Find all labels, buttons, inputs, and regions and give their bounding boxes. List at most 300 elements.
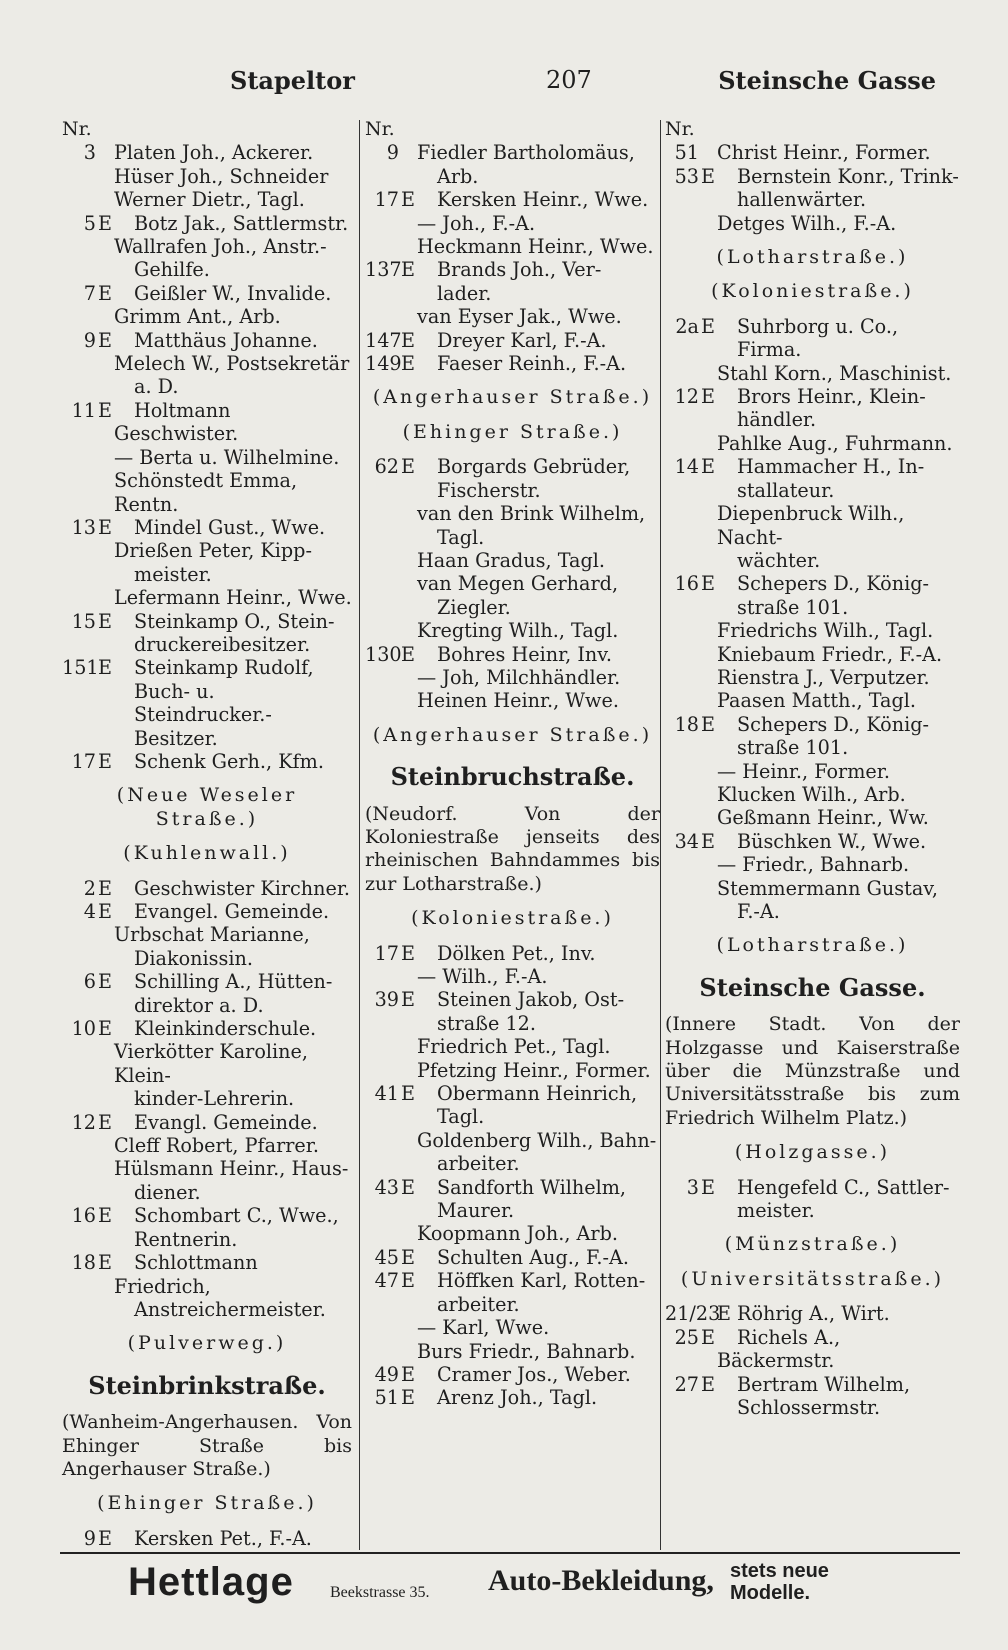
list-item xyxy=(365,942,660,965)
text-fragment: Botz Jak., Sattlermstr. xyxy=(134,211,349,235)
text-fragment: Steinkamp O., Stein- xyxy=(134,609,335,633)
text-fragment: 51 xyxy=(674,141,699,165)
text-fragment: — Friedr., Bahnarb. xyxy=(717,853,910,877)
list-item xyxy=(62,1111,352,1134)
text-fragment: 3 xyxy=(83,141,96,165)
street-heading: Steinbruchstraße. xyxy=(390,762,635,792)
text-fragment: Cramer Jos., Weber. xyxy=(437,1362,631,1386)
list-item xyxy=(365,212,660,235)
text-fragment: E xyxy=(98,211,113,235)
list-item-continuation: meister. xyxy=(134,562,212,586)
cross-street: (Pulverweg.) xyxy=(127,1332,287,1355)
list-item xyxy=(365,619,660,642)
text-fragment: E xyxy=(701,164,716,188)
text-fragment: Hülsmann Heinr., Haus- xyxy=(114,1157,349,1181)
text-fragment: — Joh, Milchhändler. xyxy=(417,665,621,689)
ad-product: Auto-Bekleidung, xyxy=(488,1564,714,1597)
footer-divider xyxy=(60,1552,960,1554)
text-fragment: — Joh., F.-A. xyxy=(417,211,536,235)
text-fragment: Bertram Wilhelm, xyxy=(737,1372,911,1396)
list-item xyxy=(62,516,352,539)
list-item-continuation: Tagl. xyxy=(437,525,485,549)
text-fragment: 5 xyxy=(83,211,96,235)
text-fragment: 17 xyxy=(374,941,399,965)
list-item xyxy=(62,877,352,900)
ad-brand: Hettlage xyxy=(128,1560,294,1604)
list-item-continuation: F.-A. xyxy=(737,900,780,923)
text-fragment: E xyxy=(98,398,113,422)
list-item xyxy=(365,1340,660,1363)
text-fragment: E xyxy=(701,314,716,338)
list-item xyxy=(365,329,660,352)
text-fragment: van Eyser Jak., Wwe. xyxy=(417,305,622,329)
list-item xyxy=(365,1129,660,1152)
street-description: (Neudorf. Von der Koloniestraße jenseits des rheinischen Bahndammes bis zur Lotharstraße.) xyxy=(365,802,660,895)
text-fragment: Schulten Aug., F.-A. xyxy=(437,1245,629,1269)
text-fragment: E xyxy=(98,515,113,539)
list-item xyxy=(62,165,352,188)
list-item xyxy=(665,806,960,829)
list-item xyxy=(365,1082,660,1105)
text-fragment: Pfetzing Heinr., Former. xyxy=(417,1058,651,1082)
text-fragment: 9 xyxy=(386,141,399,165)
text-fragment: — Karl, Wwe. xyxy=(417,1316,550,1340)
text-fragment: 27 xyxy=(674,1372,699,1396)
text-fragment: Hüser Joh., Schneider xyxy=(114,164,329,188)
list-item xyxy=(665,455,960,478)
text-fragment: Dreyer Karl, F.-A. xyxy=(437,328,607,352)
text-fragment: Friedrich Pet., Tagl. xyxy=(417,1035,611,1059)
list-item xyxy=(62,469,352,516)
text-fragment: 7 xyxy=(83,281,96,305)
text-fragment: Dölken Pet., Inv. xyxy=(437,941,596,965)
text-fragment: Kleinkinderschule. xyxy=(134,1017,317,1041)
text-fragment: Klucken Wilh., Arb. xyxy=(717,782,906,806)
text-fragment: 3 xyxy=(686,1175,699,1199)
page-number: 207 xyxy=(546,66,592,94)
list-item xyxy=(665,502,960,549)
text-fragment: Burs Friedr., Bahnarb. xyxy=(417,1339,636,1363)
text-fragment: Holtmann Geschwister. xyxy=(114,398,239,446)
column-1 xyxy=(62,118,352,1554)
list-item xyxy=(365,1363,660,1386)
list-item xyxy=(665,1326,960,1373)
text-fragment: Stahl Korn., Maschinist. xyxy=(717,361,952,385)
text-fragment: Bernstein Konr., Trink- xyxy=(737,164,959,188)
column-2 xyxy=(365,118,660,1554)
text-fragment: E xyxy=(98,876,113,900)
text-fragment: Obermann Heinrich, xyxy=(437,1082,638,1106)
text-fragment: 13 xyxy=(71,515,96,539)
text-fragment: E xyxy=(98,1110,113,1134)
text-fragment: Steinkamp Rudolf, xyxy=(134,656,314,680)
ad-claim xyxy=(730,1560,829,1604)
text-fragment: E xyxy=(401,642,416,666)
text-fragment: 12 xyxy=(674,385,699,409)
text-fragment: Geschwister Kirchner. xyxy=(134,876,350,900)
cross-street: (Lotharstraße.) xyxy=(716,246,909,269)
list-item xyxy=(365,1269,660,1292)
list-item xyxy=(665,1302,960,1325)
ad-address: Beekstrasse 35. xyxy=(330,1584,430,1601)
text-fragment: E xyxy=(701,455,716,479)
text-fragment: — Wilh., F.-A. xyxy=(417,965,548,988)
text-fragment: 18 xyxy=(71,1251,96,1275)
text-fragment: E xyxy=(98,970,113,994)
nr-label: Nr. xyxy=(365,118,395,140)
list-item xyxy=(665,141,960,164)
header-left-street: Stapeltor xyxy=(230,66,355,95)
text-fragment: 25 xyxy=(674,1325,699,1349)
text-fragment: E xyxy=(701,572,716,596)
text-fragment: E xyxy=(401,328,416,352)
list-item-continuation: händler. xyxy=(737,408,817,432)
text-fragment: Richels A., Bäckermstr. xyxy=(717,1325,841,1373)
list-item xyxy=(365,235,660,258)
list-item xyxy=(365,258,660,281)
text-fragment: Christ Heinr., Former. xyxy=(717,141,931,165)
cross-street: (Koloniestraße.) xyxy=(711,280,914,303)
list-item xyxy=(62,399,352,446)
list-item xyxy=(665,1176,960,1199)
text-fragment: E xyxy=(401,1082,416,1106)
list-item-continuation: Diakonissin. xyxy=(134,946,253,970)
text-fragment: van Megen Gerhard, xyxy=(417,572,619,596)
list-item xyxy=(62,1204,352,1227)
text-fragment: Schepers D., König- xyxy=(737,712,929,736)
page-header xyxy=(60,66,960,106)
text-fragment: Borgards Gebrüder, xyxy=(437,455,631,479)
text-fragment: Friedrichs Wilh., Tagl. xyxy=(717,619,934,643)
text-fragment: Mindel Gust., Wwe. xyxy=(134,515,326,539)
text-fragment: Geßmann Heinr., Ww. xyxy=(717,806,929,830)
text-fragment: 2 xyxy=(83,876,96,900)
list-item-continuation: Rentnerin. xyxy=(134,1227,238,1251)
text-fragment: E xyxy=(98,609,113,633)
list-item-continuation: druckereibesitzer. xyxy=(134,632,311,656)
cross-street: (Ehinger Straße.) xyxy=(402,420,623,443)
text-fragment: Urbschat Marianne, xyxy=(114,923,310,947)
list-item xyxy=(62,1017,352,1040)
text-fragment: 18 xyxy=(674,712,699,736)
text-fragment: Brors Heinr., Klein- xyxy=(737,385,926,409)
footer-advertisement xyxy=(120,1560,920,1620)
cross-street: (Kuhlenwall.) xyxy=(123,842,291,865)
list-item xyxy=(365,1035,660,1058)
text-fragment: E xyxy=(701,1372,716,1396)
list-item xyxy=(665,362,960,385)
list-item xyxy=(62,900,352,923)
list-item-continuation: arbeiter. xyxy=(437,1152,520,1176)
text-fragment: E xyxy=(701,385,716,409)
text-fragment: Rienstra J., Verputzer. xyxy=(717,665,930,689)
text-fragment: Evangel. Gemeinde. xyxy=(134,900,330,923)
list-item xyxy=(665,877,960,900)
column-divider xyxy=(660,120,661,1550)
text-fragment: Cleff Robert, Pfarrer. xyxy=(114,1134,319,1158)
text-fragment: 16 xyxy=(71,1204,96,1228)
text-fragment: E xyxy=(98,1251,113,1275)
list-item xyxy=(365,988,660,1011)
list-item xyxy=(665,572,960,595)
text-fragment: Kersken Heinr., Wwe. xyxy=(437,188,649,212)
list-item xyxy=(62,305,352,328)
text-fragment: 6 xyxy=(83,970,96,994)
list-item-continuation: Schlossermstr. xyxy=(737,1395,881,1419)
list-item-continuation: Firma. xyxy=(737,338,802,362)
list-item xyxy=(62,970,352,993)
list-item xyxy=(62,352,352,375)
list-item xyxy=(62,539,352,562)
text-fragment: E xyxy=(401,1245,416,1269)
text-fragment: Schenk Gerh., Kfm. xyxy=(134,749,324,773)
text-fragment: Kniebaum Friedr., F.-A. xyxy=(717,642,943,666)
text-fragment: 14 xyxy=(674,455,699,479)
list-item xyxy=(365,549,660,572)
text-fragment: E xyxy=(401,1386,416,1410)
list-item xyxy=(62,188,352,211)
text-fragment: van den Brink Wilhelm, xyxy=(417,502,646,526)
list-item-continuation: Tagl. xyxy=(437,1105,485,1129)
list-item xyxy=(365,1059,660,1082)
list-item xyxy=(665,315,960,338)
list-item xyxy=(365,141,660,164)
text-fragment: Lefermann Heinr., Wwe. xyxy=(114,586,352,610)
text-fragment: 4 xyxy=(83,900,96,923)
text-fragment: Faeser Reinh., F.-A. xyxy=(437,352,627,376)
text-fragment: 149 xyxy=(365,352,402,376)
text-fragment: E xyxy=(701,1175,716,1199)
text-fragment: Heinen Heinr., Wwe. xyxy=(417,689,619,713)
text-fragment: E xyxy=(98,1526,113,1550)
text-fragment: 17 xyxy=(374,188,399,212)
text-fragment: E xyxy=(401,352,416,376)
cross-street: (Ehinger Straße.) xyxy=(97,1492,317,1515)
text-fragment: Arenz Joh., Tagl. xyxy=(437,1386,598,1410)
list-item-continuation: Maurer. xyxy=(437,1199,515,1223)
text-fragment: E xyxy=(98,281,113,305)
text-fragment: E xyxy=(701,829,716,853)
list-item xyxy=(365,188,660,211)
text-fragment: Schilling A., Hütten- xyxy=(134,970,333,994)
text-fragment: Drießen Peter, Kipp- xyxy=(114,539,312,563)
text-fragment: Paasen Matth., Tagl. xyxy=(717,689,917,713)
list-item-continuation: Besitzer. xyxy=(134,726,218,750)
text-fragment: E xyxy=(401,455,416,479)
text-fragment: E xyxy=(401,988,416,1012)
text-fragment: E xyxy=(401,1362,416,1386)
list-item xyxy=(62,446,352,469)
ad-claim-line-2: Modelle. xyxy=(730,1582,811,1604)
list-item xyxy=(62,610,352,633)
list-item xyxy=(365,352,660,375)
list-item xyxy=(365,1222,660,1245)
text-fragment: Werner Dietr., Tagl. xyxy=(114,188,305,212)
list-item xyxy=(665,619,960,642)
list-item xyxy=(62,656,352,679)
text-fragment: Schombart C., Wwe., xyxy=(134,1204,339,1228)
list-item xyxy=(62,1527,352,1550)
text-fragment: 49 xyxy=(374,1362,399,1386)
list-item xyxy=(62,923,352,946)
text-fragment: 45 xyxy=(374,1245,399,1269)
list-item xyxy=(365,965,660,988)
text-fragment: 47 xyxy=(374,1269,399,1293)
cross-street: (Lotharstraße.) xyxy=(716,934,909,957)
nr-label: Nr. xyxy=(665,118,695,140)
list-item xyxy=(62,282,352,305)
text-fragment: Suhrborg u. Co., xyxy=(737,314,899,338)
text-fragment: E xyxy=(98,328,113,352)
text-fragment: 17 xyxy=(71,749,96,773)
list-item-continuation: Fischerstr. xyxy=(437,478,541,502)
list-item xyxy=(62,750,352,773)
list-item xyxy=(62,141,352,164)
text-fragment: Kersken Pet., F.-A. xyxy=(134,1526,312,1550)
cross-street: (Koloniestraße.) xyxy=(411,907,614,930)
list-item xyxy=(365,455,660,478)
text-fragment: 137 xyxy=(365,258,402,282)
text-fragment: E xyxy=(98,749,113,773)
text-fragment: E xyxy=(401,1175,416,1199)
street-heading: Steinsche Gasse. xyxy=(699,972,926,1002)
list-item-continuation: direktor a. D. xyxy=(134,993,264,1017)
list-item xyxy=(365,1386,660,1409)
list-item xyxy=(62,586,352,609)
text-fragment: Grimm Ant., Arb. xyxy=(114,305,281,329)
text-fragment: Platen Joh., Ackerer. xyxy=(114,141,314,165)
text-fragment: 12 xyxy=(71,1110,96,1134)
text-fragment: E xyxy=(98,1204,113,1228)
list-item-continuation: kinder-Lehrerin. xyxy=(134,1087,295,1111)
text-fragment: Röhrig A., Wirt. xyxy=(737,1302,890,1326)
text-fragment: Steinen Jakob, Ost- xyxy=(437,988,625,1012)
cross-street: (Holzgasse.) xyxy=(734,1141,891,1164)
cross-street: (Angerhauser Straße.) xyxy=(372,386,653,409)
list-item xyxy=(62,235,352,258)
list-item xyxy=(365,502,660,525)
header-right-street: Steinsche Gasse xyxy=(718,66,936,95)
text-fragment: 151 xyxy=(62,656,99,680)
list-item xyxy=(665,643,960,666)
text-fragment: Stemmermann Gustav, xyxy=(717,876,938,900)
list-item-continuation: a. D. xyxy=(134,375,179,399)
text-fragment: Schönstedt Emma, Rentn. xyxy=(114,469,298,516)
text-fragment: Evangl. Gemeinde. xyxy=(134,1110,318,1134)
text-fragment: Koopmann Joh., Arb. xyxy=(417,1222,618,1246)
cross-street: (Angerhauser Straße.) xyxy=(372,723,653,746)
list-item xyxy=(665,212,960,235)
text-fragment: E xyxy=(401,941,416,965)
text-fragment: — Berta u. Wilhelmine. xyxy=(114,445,340,469)
text-fragment: Schlottmann Friedrich, xyxy=(114,1251,258,1298)
column-3 xyxy=(665,118,960,1554)
cross-street: (Universitätsstraße.) xyxy=(680,1267,945,1290)
list-item xyxy=(665,689,960,712)
text-fragment: Hammacher H., In- xyxy=(737,455,925,479)
nr-label: Nr. xyxy=(62,118,92,140)
text-fragment: Matthäus Johanne. xyxy=(134,328,318,352)
text-fragment: Schepers D., König- xyxy=(737,572,929,596)
text-fragment: Fiedler Bartholomäus, xyxy=(417,141,635,165)
text-fragment: — Heinr., Former. xyxy=(717,759,890,783)
text-fragment: Hengefeld C., Sattler- xyxy=(737,1175,950,1199)
list-item xyxy=(665,783,960,806)
text-fragment: E xyxy=(701,712,716,736)
list-item xyxy=(365,1176,660,1199)
list-item xyxy=(62,1251,352,1298)
text-fragment: 2a xyxy=(675,314,699,338)
text-fragment: 34 xyxy=(674,829,699,853)
text-fragment: Kregting Wilh., Tagl. xyxy=(417,619,619,643)
list-item xyxy=(365,305,660,328)
list-item xyxy=(665,165,960,188)
list-item xyxy=(62,1134,352,1157)
text-fragment: Vierkötter Karoline, Klein- xyxy=(114,1040,308,1087)
list-item-continuation: straße 101. xyxy=(737,736,849,760)
list-item xyxy=(365,572,660,595)
list-item xyxy=(365,689,660,712)
list-item-continuation: Gehilfe. xyxy=(134,258,210,282)
street-heading: Steinbrinkstraße. xyxy=(88,1370,326,1400)
list-item-continuation: meister. xyxy=(737,1199,815,1223)
list-item xyxy=(62,1157,352,1180)
text-fragment: E xyxy=(401,188,416,212)
text-fragment: Sandforth Wilhelm, xyxy=(437,1175,627,1199)
text-fragment: Büschken W., Wwe. xyxy=(737,829,927,853)
text-fragment: Wallrafen Joh., Anstr.- xyxy=(114,235,327,259)
list-item xyxy=(665,713,960,736)
list-item xyxy=(665,1373,960,1396)
text-fragment: Detges Wilh., F.-A. xyxy=(717,211,897,235)
list-item xyxy=(365,1246,660,1269)
list-item-continuation: Ziegler. xyxy=(437,595,511,619)
list-item xyxy=(665,760,960,783)
list-item-continuation: arbeiter. xyxy=(437,1292,520,1316)
list-item-continuation: hallenwärter. xyxy=(737,188,867,212)
list-item xyxy=(665,853,960,876)
list-item-continuation: Arb. xyxy=(437,164,479,188)
text-fragment: 147 xyxy=(365,328,402,352)
text-fragment: 53 xyxy=(674,164,699,188)
list-item-continuation: stallateur. xyxy=(737,478,835,502)
text-fragment: Höffken Karl, Rotten- xyxy=(437,1269,646,1293)
street-description: (Wanheim-Angerhausen. Von Ehinger Straße bis Angerhauser Straße.) xyxy=(62,1411,352,1480)
list-item xyxy=(365,1316,660,1339)
list-item xyxy=(665,432,960,455)
list-item-continuation: Buch- u. Steindrucker.- xyxy=(134,679,272,727)
list-item-continuation: straße 101. xyxy=(737,595,849,619)
text-fragment: 130 xyxy=(365,642,402,666)
text-fragment: 10 xyxy=(71,1017,96,1041)
text-fragment: E xyxy=(401,1269,416,1293)
list-item xyxy=(665,830,960,853)
text-fragment: Goldenberg Wilh., Bahn- xyxy=(417,1128,657,1152)
text-fragment: Brands Joh., Ver- xyxy=(437,258,602,282)
text-fragment: Geißler W., Invalide. xyxy=(134,281,332,305)
list-item-continuation: diener. xyxy=(134,1180,201,1204)
list-item xyxy=(365,643,660,666)
list-item xyxy=(665,385,960,408)
text-fragment: Pahlke Aug., Fuhrmann. xyxy=(717,431,953,455)
text-fragment: 9 xyxy=(83,1526,96,1550)
text-fragment: 16 xyxy=(674,572,699,596)
text-fragment: E xyxy=(701,1325,716,1349)
text-fragment: 21/23 xyxy=(665,1302,721,1326)
text-fragment: Melech W., Postsekretär xyxy=(114,352,350,376)
text-fragment: 62 xyxy=(374,455,399,479)
cross-street: (Neue Weseler Straße.) xyxy=(116,784,298,830)
